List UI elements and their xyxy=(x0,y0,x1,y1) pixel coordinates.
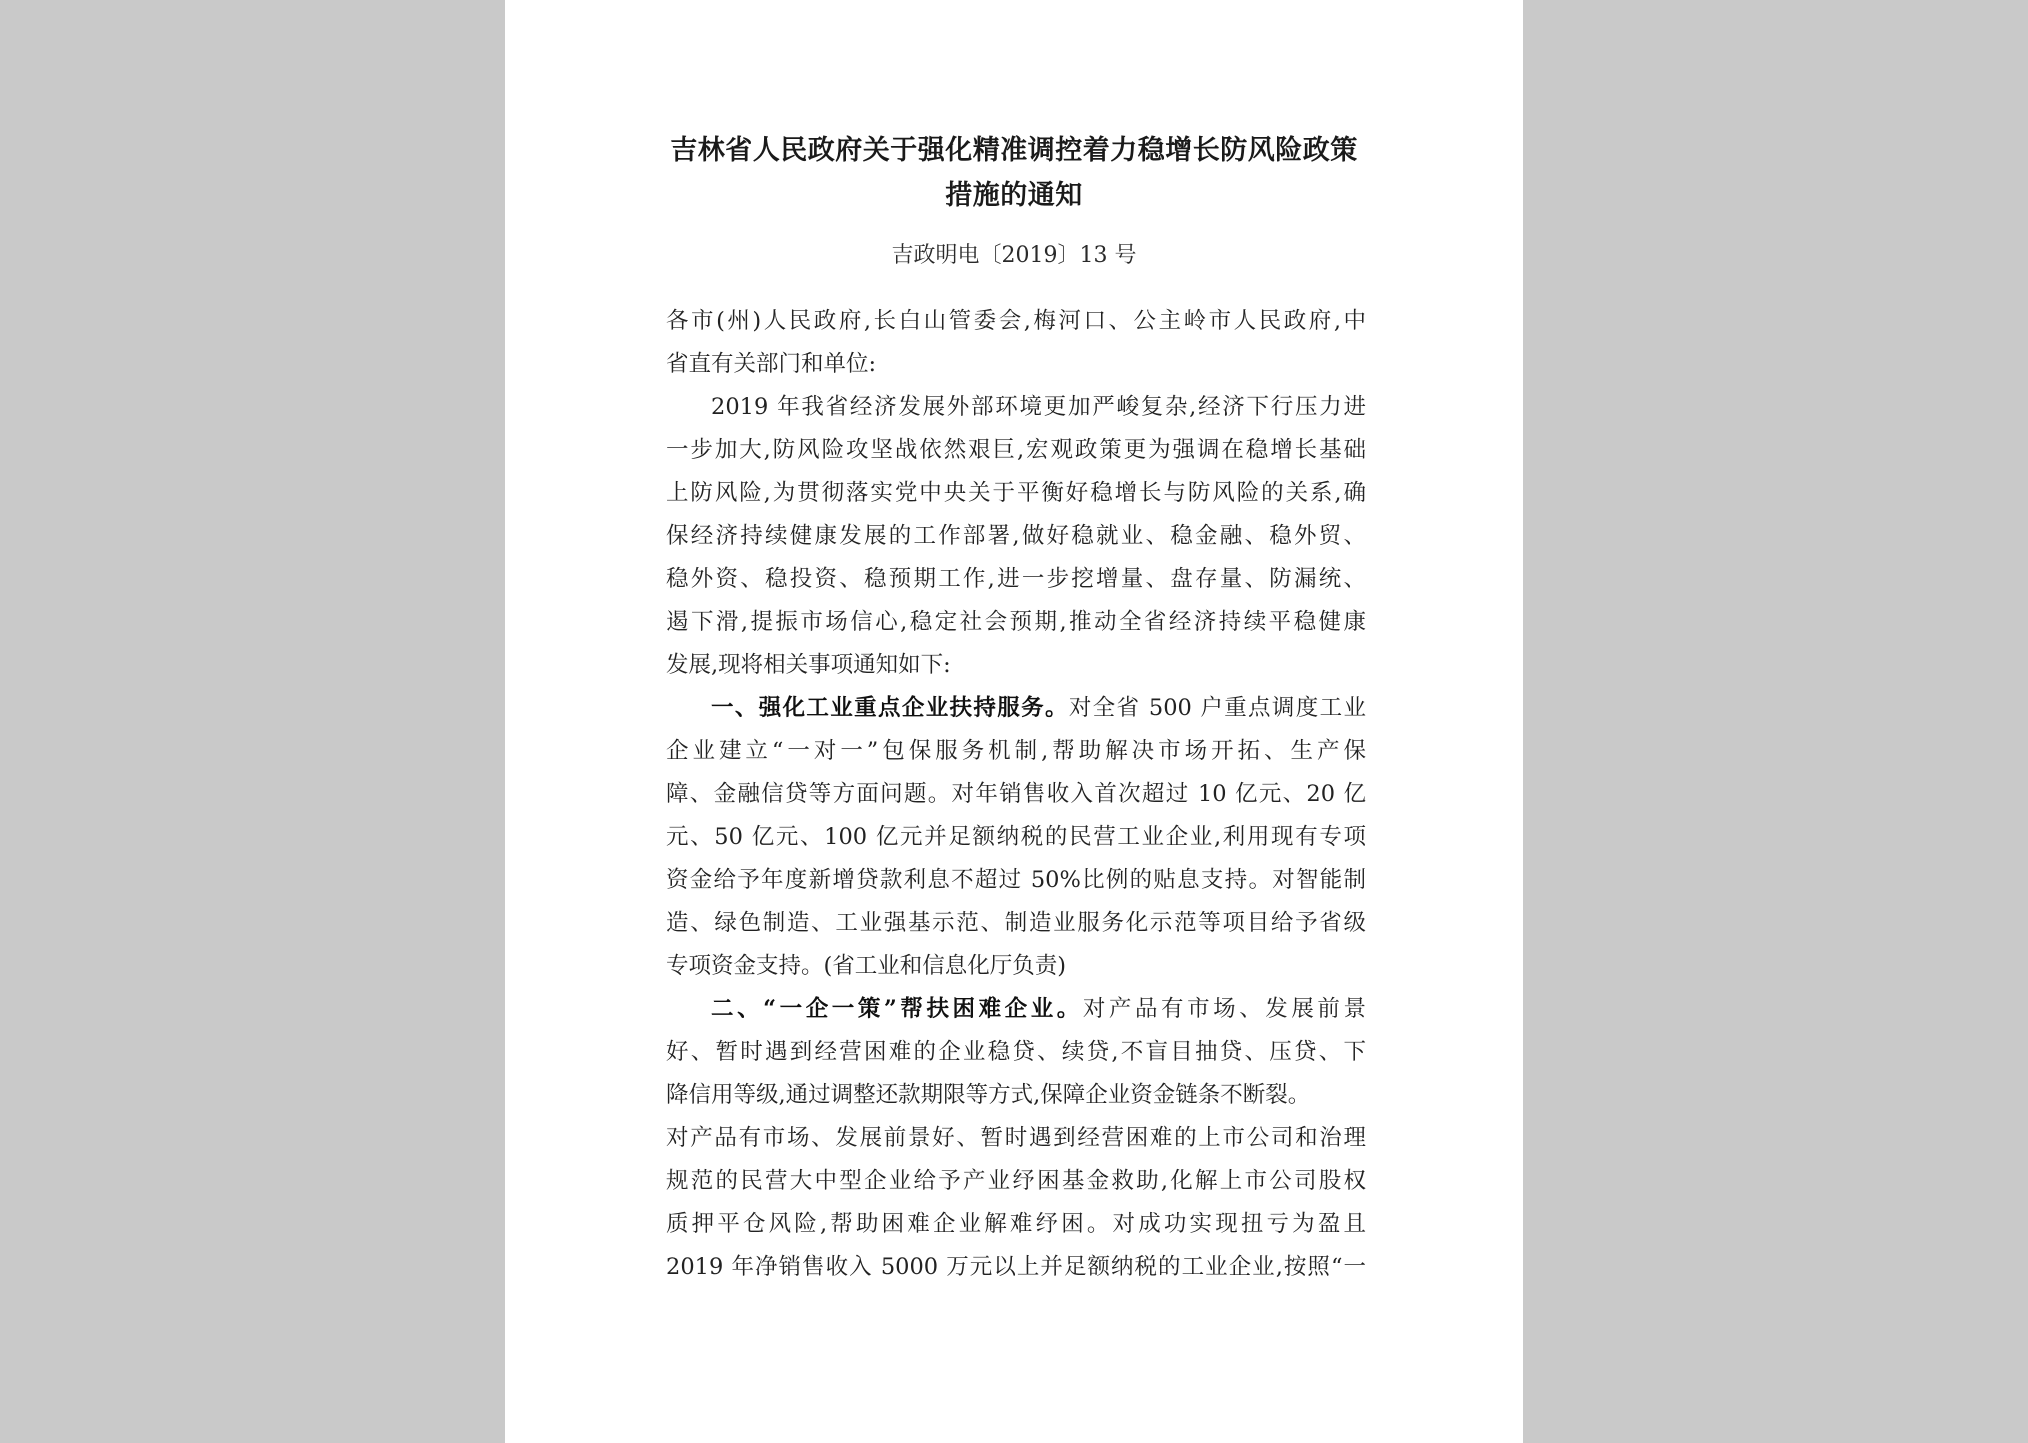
addressee-line: 各市(州)人民政府,长白山管委会,梅河口、公主岭市人民政府,中 xyxy=(666,308,1366,334)
intro-line: 稳外资、稳投资、稳预期工作,进一步挖增量、盘存量、防漏统、 xyxy=(666,566,1366,592)
document-number: 吉政明电〔2019〕13 号 xyxy=(891,243,1137,268)
title-line-2: 措施的通知 xyxy=(945,180,1083,211)
section-1-line: 障、金融信贷等方面问题。对年销售收入首次超过 10 亿元、20 亿 xyxy=(666,781,1366,807)
section-1-line: 元、50 亿元、100 亿元并足额纳税的民营工业企业,利用现有专项 xyxy=(666,824,1366,850)
section-2-first-line xyxy=(666,988,1366,1031)
intro-line: 2019 年我省经济发展外部环境更加严峻复杂,经济下行压力进 xyxy=(711,394,1366,420)
section-2-line: 降信用等级,通过调整还款期限等方式,保障企业资金链条不断裂。 xyxy=(666,1082,1311,1108)
section-2-first-line-text: 对产品有市场、发展前景 xyxy=(1082,996,1366,1022)
title-line-1: 吉林省人民政府关于强化精准调控着力稳增长防风险政策 xyxy=(670,135,1358,166)
section-1-line: 专项资金支持。(省工业和信息化厅负责) xyxy=(666,953,1067,979)
section-1-first-line xyxy=(666,687,1366,730)
document-page xyxy=(505,0,1523,1443)
section-2-line: 2019 年净销售收入 5000 万元以上并足额纳税的工业企业,按照“一 xyxy=(666,1254,1366,1280)
intro-line: 一步加大,防风险攻坚战依然艰巨,宏观政策更为强调在稳增长基础 xyxy=(666,437,1366,463)
intro-line: 保经济持续健康发展的工作部署,做好稳就业、稳金融、稳外贸、 xyxy=(666,523,1366,549)
section-2-heading: 二、“一企一策”帮扶困难企业。 xyxy=(711,996,1083,1022)
section-1-line: 资金给予年度新增贷款利息不超过 50%比例的贴息支持。对智能制 xyxy=(666,867,1366,893)
section-2-line: 质押平仓风险,帮助困难企业解难纾困。对成功实现扭亏为盈且 xyxy=(666,1211,1366,1237)
section-1-line: 企业建立“一对一”包保服务机制,帮助解决市场开拓、生产保 xyxy=(666,738,1366,764)
section-2-line: 好、暂时遇到经营困难的企业稳贷、续贷,不盲目抽贷、压贷、下 xyxy=(666,1039,1366,1065)
intro-line: 遏下滑,提振市场信心,稳定社会预期,推动全省经济持续平稳健康 xyxy=(666,609,1366,635)
section-1-heading: 一、强化工业重点企业扶持服务。 xyxy=(711,695,1069,721)
section-1-first-line-text: 对全省 500 户重点调度工业 xyxy=(1068,695,1366,721)
document-body xyxy=(666,300,1366,1289)
intro-line: 上防风险,为贯彻落实党中央关于平衡好稳增长与防风险的关系,确 xyxy=(666,480,1366,506)
section-2-line: 规范的民营大中型企业给予产业纾困基金救助,化解上市公司股权 xyxy=(666,1168,1366,1194)
intro-line: 发展,现将相关事项通知如下: xyxy=(666,652,951,678)
section-2-line: 对产品有市场、发展前景好、暂时遇到经营困难的上市公司和治理 xyxy=(666,1125,1366,1151)
addressee-line: 省直有关部门和单位: xyxy=(666,351,877,377)
document-title xyxy=(505,128,1523,218)
section-1-line: 造、绿色制造、工业强基示范、制造业服务化示范等项目给予省级 xyxy=(666,910,1366,936)
